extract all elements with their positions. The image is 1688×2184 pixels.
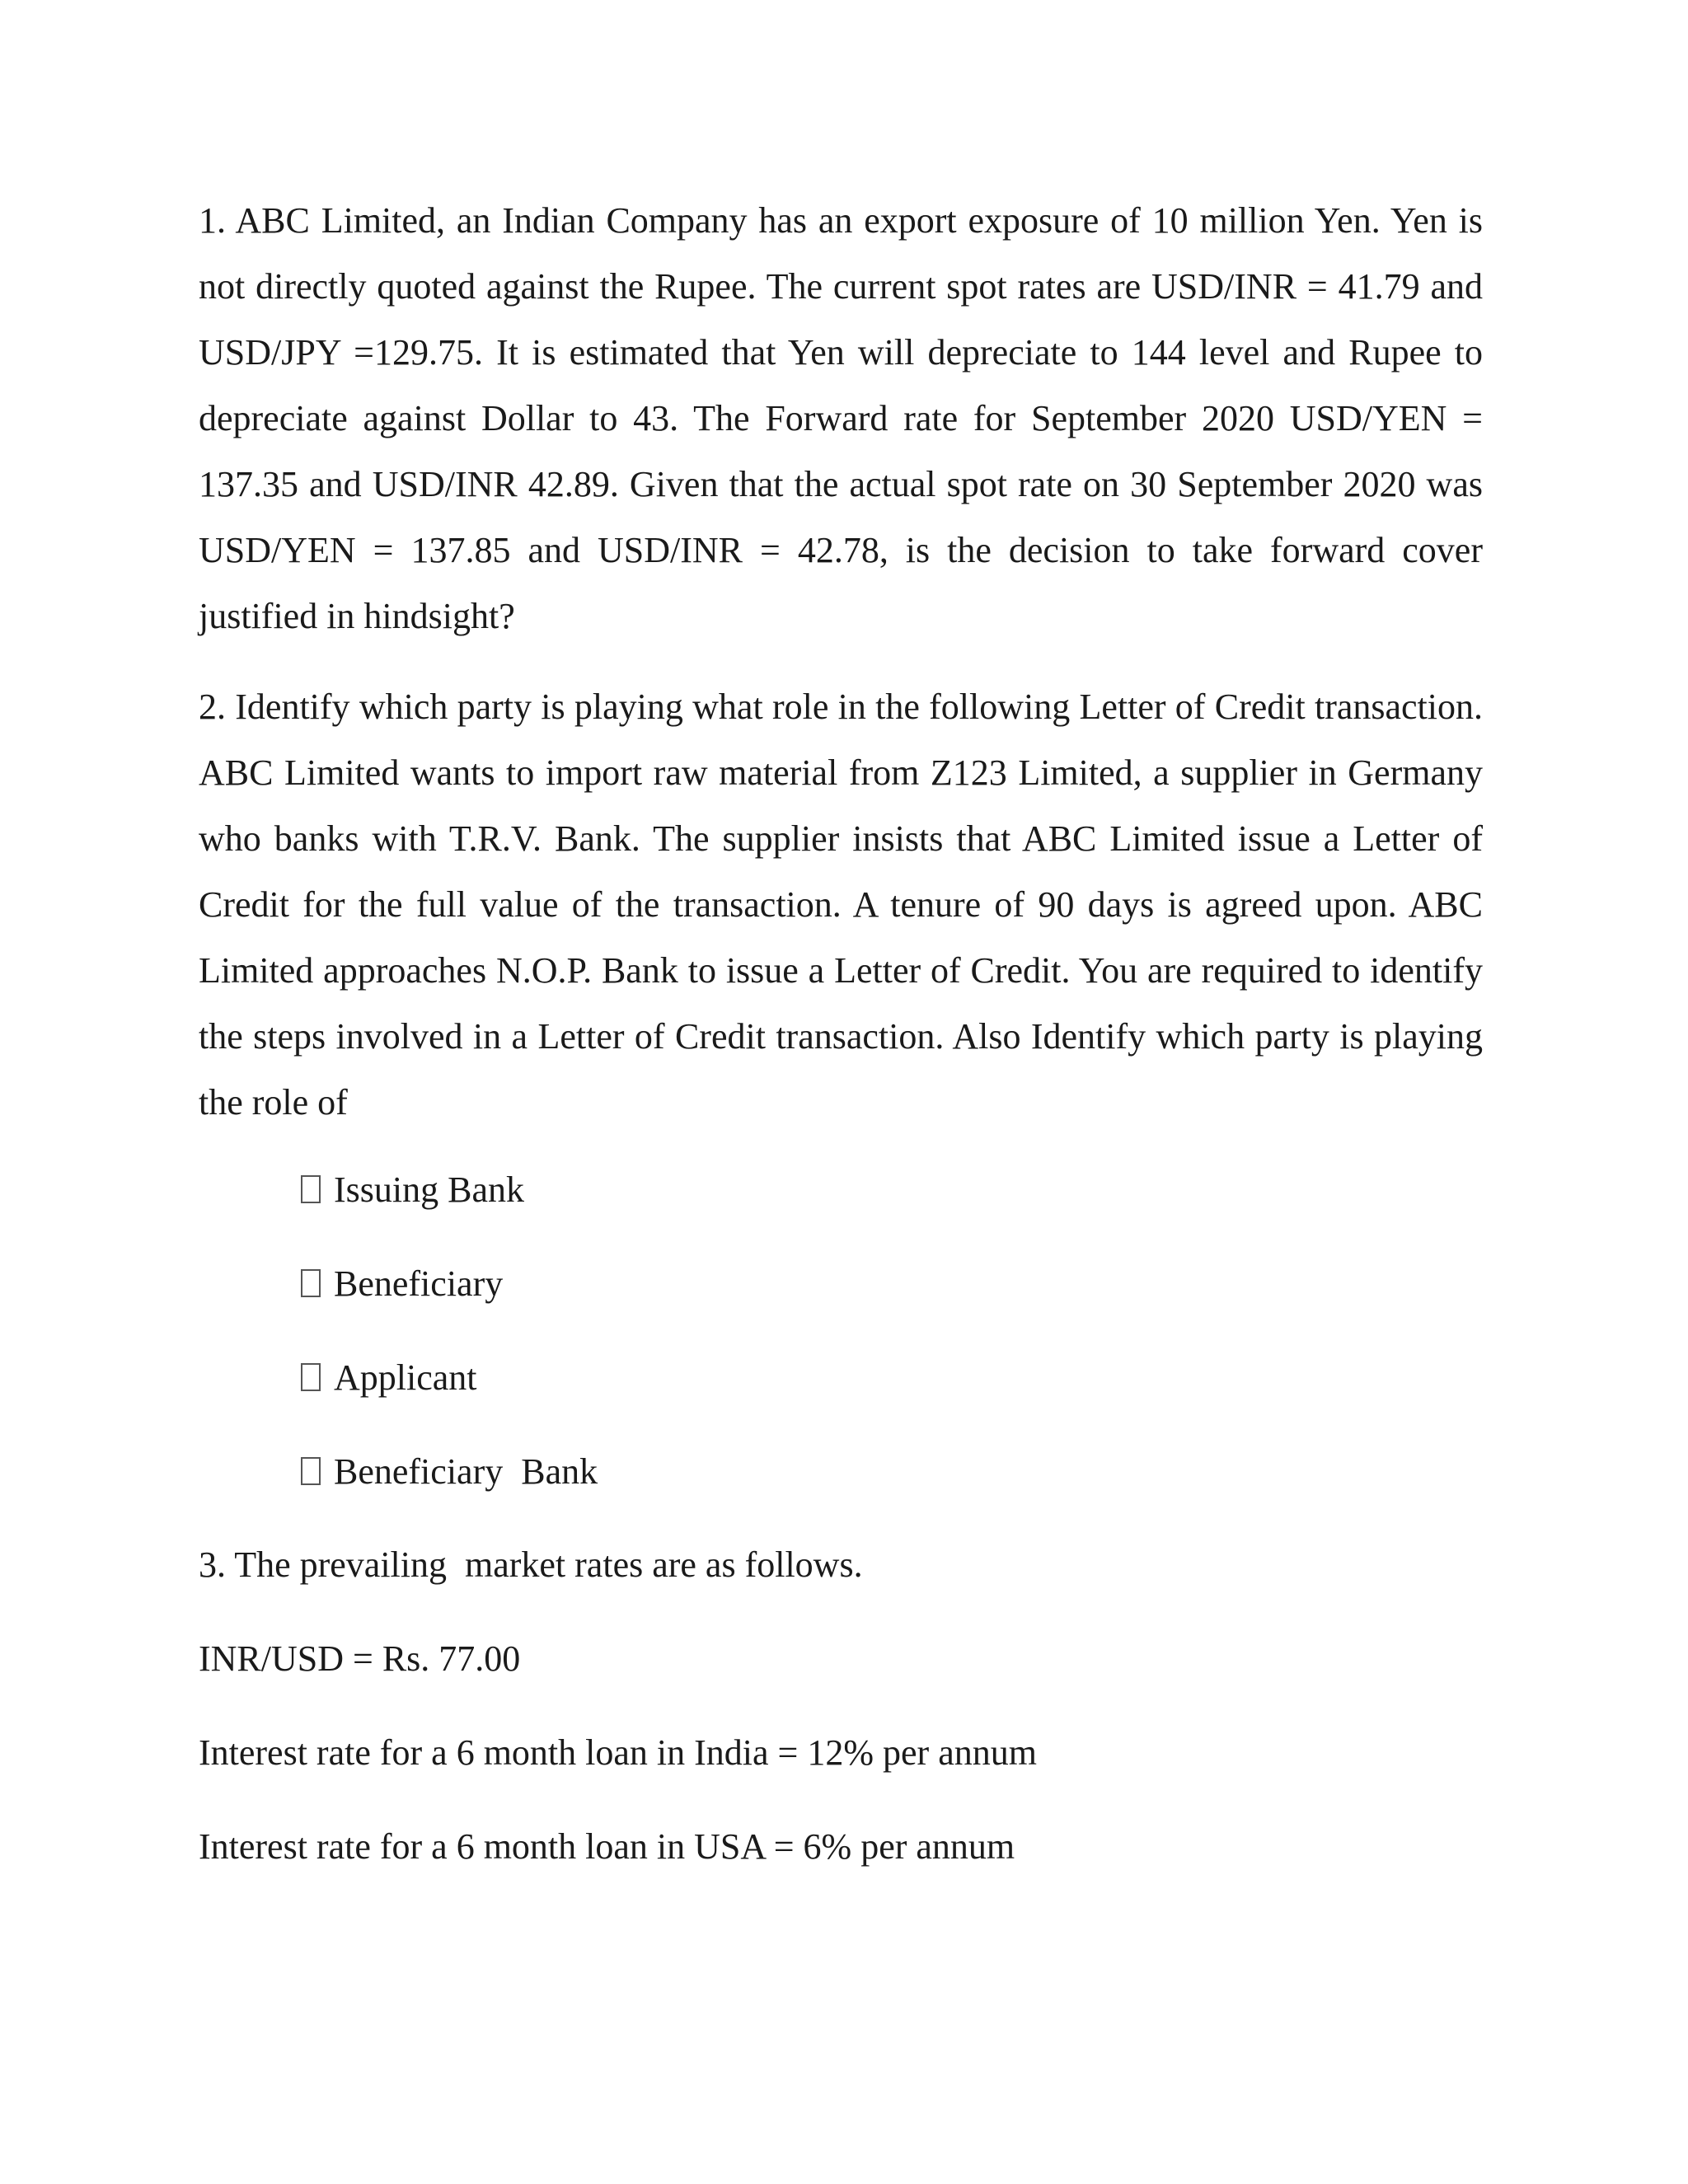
question-3-heading: 3. The prevailing market rates are as follows.	[199, 1544, 863, 1585]
usa-interest-line: Interest rate for a 6 month loan in USA = 6% per annum	[199, 1826, 1015, 1867]
option-applicant	[301, 1330, 1483, 1424]
question-1: 1. ABC Limited, an Indian Company has an export exposure of 10 million Yen. Yen is not directly quoted against the Rupee. The current spot rates are USD/INR = 41.79 and USD/JPY =129.75. It is estimated that Yen will depreciate to 144 level and Rupee to depreciate against Dollar to 43. The Forward rate for September 2020 USD/YEN = 137.35 and USD/INR 42.89. Given that the actual spot rate on 30 September 2020 was USD/YEN = 137.85 and USD/INR = 42.78, is the decision to take forward cover justified in hindsight?	[199, 200, 1483, 636]
role-options-list	[199, 1142, 1483, 1518]
option-label: Applicant	[334, 1357, 477, 1398]
india-interest-line: Interest rate for a 6 month loan in India = 12% per annum	[199, 1732, 1037, 1773]
option-label: Issuing Bank	[334, 1169, 524, 1210]
question-2: 2. Identify which party is playing what role in the following Letter of Credit transaction. ABC Limited wants to import raw material from Z123 Limited, a supplier in Germany who banks with T.R.V. Bank. The supplier insists that ABC Limited issue a Letter of Credit for the full value of the transaction. A tenure of 90 days is agreed upon. ABC Limited approaches N.O.P. Bank to issue a Letter of Credit. You are required to identify the steps involved in a Letter of Credit transaction. Also Identify which party is playing the role of	[199, 687, 1483, 1122]
option-beneficiary-bank	[301, 1424, 1483, 1518]
checkbox-icon	[301, 1363, 321, 1391]
option-issuing-bank	[301, 1142, 1483, 1236]
option-label: Beneficiary	[334, 1263, 504, 1304]
checkbox-icon	[301, 1269, 321, 1297]
option-beneficiary	[301, 1236, 1483, 1330]
exchange-rate-line: INR/USD = Rs. 77.00	[199, 1638, 521, 1679]
checkbox-icon	[301, 1175, 321, 1203]
document-content	[199, 188, 1483, 1894]
option-label: Beneficiary Bank	[334, 1451, 598, 1492]
checkbox-icon	[301, 1457, 321, 1485]
